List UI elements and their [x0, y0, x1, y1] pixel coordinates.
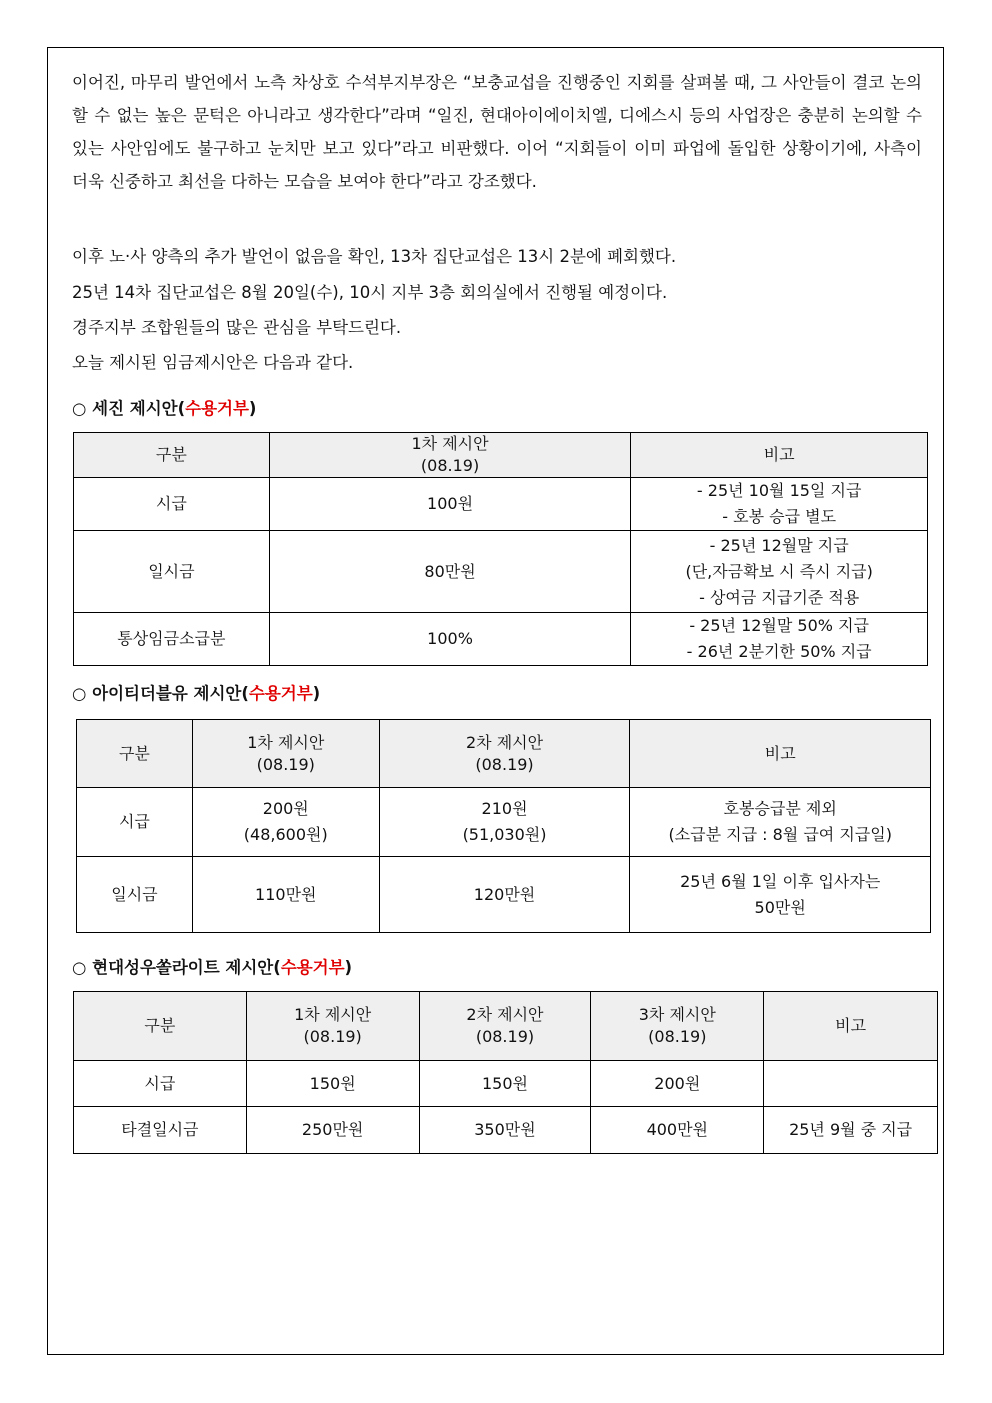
cell-text: (08.19) [420, 456, 480, 475]
cell-text: 150원 [309, 1073, 356, 1093]
cell-text: 통상임금소급분 [117, 629, 226, 648]
section-heading-itw [72, 680, 320, 704]
table-cell [74, 478, 270, 531]
paren-close: ) [248, 399, 257, 418]
table-cell [77, 788, 193, 857]
table-cell [419, 1061, 591, 1107]
table-header-cell [192, 720, 379, 788]
section-heading-hyundai-seongwoo [72, 954, 352, 978]
cell-text: (08.19) [475, 754, 534, 774]
table-cell [192, 857, 379, 933]
cell-text: 200원 [654, 1073, 701, 1093]
cell-text: 2차 제시안 [465, 732, 544, 752]
cell-text: - 25년 12월말 50% 지급 [689, 616, 869, 635]
table-header-cell [764, 992, 938, 1061]
cell-text: 80만원 [424, 561, 476, 581]
cell-text: 비고 [835, 1016, 867, 1035]
table-cell [591, 1107, 764, 1154]
cell-text: (08.19) [648, 1027, 707, 1046]
table-row [77, 788, 931, 857]
paren-close: ) [312, 684, 321, 703]
cell-text: 120만원 [473, 884, 536, 904]
table-cell [269, 478, 631, 531]
cell-text: (08.19) [256, 754, 315, 774]
table-cell [631, 478, 928, 531]
bullet-icon: ○ [72, 399, 87, 418]
cell-text: (단,자금확보 시 즉시 지급) [685, 561, 873, 581]
table-cell [246, 1061, 419, 1107]
table-cell [630, 788, 931, 857]
cell-text: 구분 [118, 743, 150, 763]
table-row [74, 613, 928, 666]
table-cell [74, 1061, 247, 1107]
cell-text: - 상여금 지급기준 적용 [699, 587, 860, 607]
table-row [74, 531, 928, 613]
cell-text: - 25년 12월말 지급 [709, 535, 849, 555]
table-cell [631, 613, 928, 666]
cell-text: 구분 [155, 445, 187, 464]
cell-text: 타결일시금 [121, 1120, 199, 1139]
paren-close: ) [344, 958, 353, 977]
cell-text: (소급분 지급 : 8월 급여 지급일) [668, 825, 892, 844]
cell-text: 3차 제시안 [638, 1005, 716, 1024]
table-cell [630, 857, 931, 933]
cell-text: 일시금 [148, 561, 195, 581]
cell-text: 210원 [481, 799, 528, 818]
table-header-row [77, 720, 931, 788]
paren-open: ( [177, 399, 186, 418]
cell-text: 250만원 [301, 1120, 364, 1139]
table-row [77, 857, 931, 933]
table-header-cell [419, 992, 591, 1061]
table-header-cell [379, 720, 630, 788]
intro-paragraph: 이어진, 마무리 발언에서 노측 차상호 수석부지부장은 “보충교섭을 진행중인 지회를 살펴볼 때, 그 사안들이 결코 논의 할 수 없는 높은 문턱은 아니라고 생각한다”라며 “일진, 현대아이에이치엘, 디에스시 등의 사업장은 충분히 논의할 수 있는 사안임에도 불구하고 눈치만 보고 있다”라고 비판했다. 이어 “지회들이 이미 파업에 돌입한 상황이기에, 사측이 더욱 신중하고 최선을 다하는 모습을 보여야 한다”라고 강조했다. [72, 73, 922, 191]
cell-text: 100% [427, 629, 473, 648]
cell-text: 25년 6월 1일 이후 입사자는 [680, 871, 881, 891]
cell-text: - 26년 2분기한 50% 지급 [686, 642, 872, 661]
text-line: 이후 노·사 양측의 추가 발언이 없음을 확인, 13차 집단교섭은 13시 2분에 폐회했다. [72, 247, 677, 266]
table-cell [591, 1061, 764, 1107]
cell-text: 시급 [118, 812, 150, 831]
table-header-cell [269, 433, 631, 478]
cell-text: 200원 [262, 799, 309, 818]
table-row [74, 1107, 938, 1154]
proposal-table-hyundai-seongwoo [73, 991, 938, 1154]
table-header-cell [591, 992, 764, 1061]
cell-text: 400만원 [646, 1120, 709, 1139]
table-cell [631, 531, 928, 613]
table-header-cell [630, 720, 931, 788]
section-heading-sejin [72, 395, 256, 419]
table-header-cell [74, 992, 247, 1061]
section-title: 아이티더블유 제시안 [92, 684, 242, 703]
cell-text: 25년 9월 중 지급 [789, 1120, 913, 1139]
cell-text: (48,600원) [243, 825, 328, 844]
table-cell [74, 613, 270, 666]
table-cell [269, 531, 631, 613]
table-row [74, 478, 928, 531]
cell-text: 구분 [144, 1016, 176, 1035]
table-cell [74, 531, 270, 613]
cell-text: 50만원 [754, 897, 806, 917]
cell-text: 110만원 [255, 884, 317, 904]
cell-text: 일시금 [111, 884, 158, 904]
text-line: 25년 14차 집단교섭은 8월 20일(수), 10시 지부 3층 회의실에서 진행될 예정이다. [72, 283, 668, 302]
cell-text: - 25년 10월 15일 지급 [696, 481, 862, 500]
table-cell [192, 788, 379, 857]
cell-text: 비고 [763, 445, 795, 464]
cell-text: 1차 제시안 [294, 1005, 372, 1024]
text-line: 경주지부 조합원들의 많은 관심을 부탁드린다. [72, 318, 402, 337]
table-cell [419, 1107, 591, 1154]
proposal-table-sejin [73, 432, 928, 666]
cell-text: 1차 제시안 [411, 434, 489, 453]
table-cell [246, 1107, 419, 1154]
table-cell [764, 1061, 938, 1107]
cell-text: - 호봉 승급 별도 [722, 507, 837, 526]
bullet-icon: ○ [72, 958, 87, 977]
cell-text: 350만원 [474, 1120, 536, 1139]
cell-text: 비고 [764, 743, 796, 763]
status-badge: 수용거부 [248, 684, 313, 703]
cell-text: 2차 제시안 [466, 1005, 544, 1024]
table-cell [379, 788, 630, 857]
table-cell [764, 1107, 938, 1154]
table-header-cell [74, 433, 270, 478]
proposal-table-itw [76, 719, 931, 933]
table-header-row [74, 992, 938, 1061]
table-header-row [74, 433, 928, 478]
cell-text: (51,030원) [462, 825, 547, 844]
cell-text: 1차 제시안 [247, 732, 325, 752]
paren-open: ( [273, 958, 281, 977]
table-header-cell [631, 433, 928, 478]
text-line: 오늘 제시된 임금제시안은 다음과 같다. [72, 353, 354, 372]
table-cell [77, 857, 193, 933]
section-title: 세진 제시안 [92, 399, 178, 418]
cell-text: (08.19) [303, 1027, 362, 1046]
cell-text: 호봉승급분 제외 [723, 799, 837, 818]
table-header-cell [246, 992, 419, 1061]
table-cell [269, 613, 631, 666]
status-badge: 수용거부 [280, 958, 345, 977]
status-badge: 수용거부 [185, 399, 249, 418]
cell-text: 150원 [481, 1073, 528, 1093]
cell-text: 시급 [155, 494, 187, 513]
cell-text: (08.19) [475, 1027, 535, 1046]
cell-text: 100원 [427, 494, 474, 513]
paren-open: ( [241, 684, 249, 703]
bullet-icon: ○ [72, 684, 87, 703]
table-row [74, 1061, 938, 1107]
table-cell [379, 857, 630, 933]
table-header-cell [77, 720, 193, 788]
cell-text: 시급 [144, 1073, 176, 1093]
section-title: 현대성우쏠라이트 제시안 [92, 958, 274, 977]
table-cell [74, 1107, 247, 1154]
